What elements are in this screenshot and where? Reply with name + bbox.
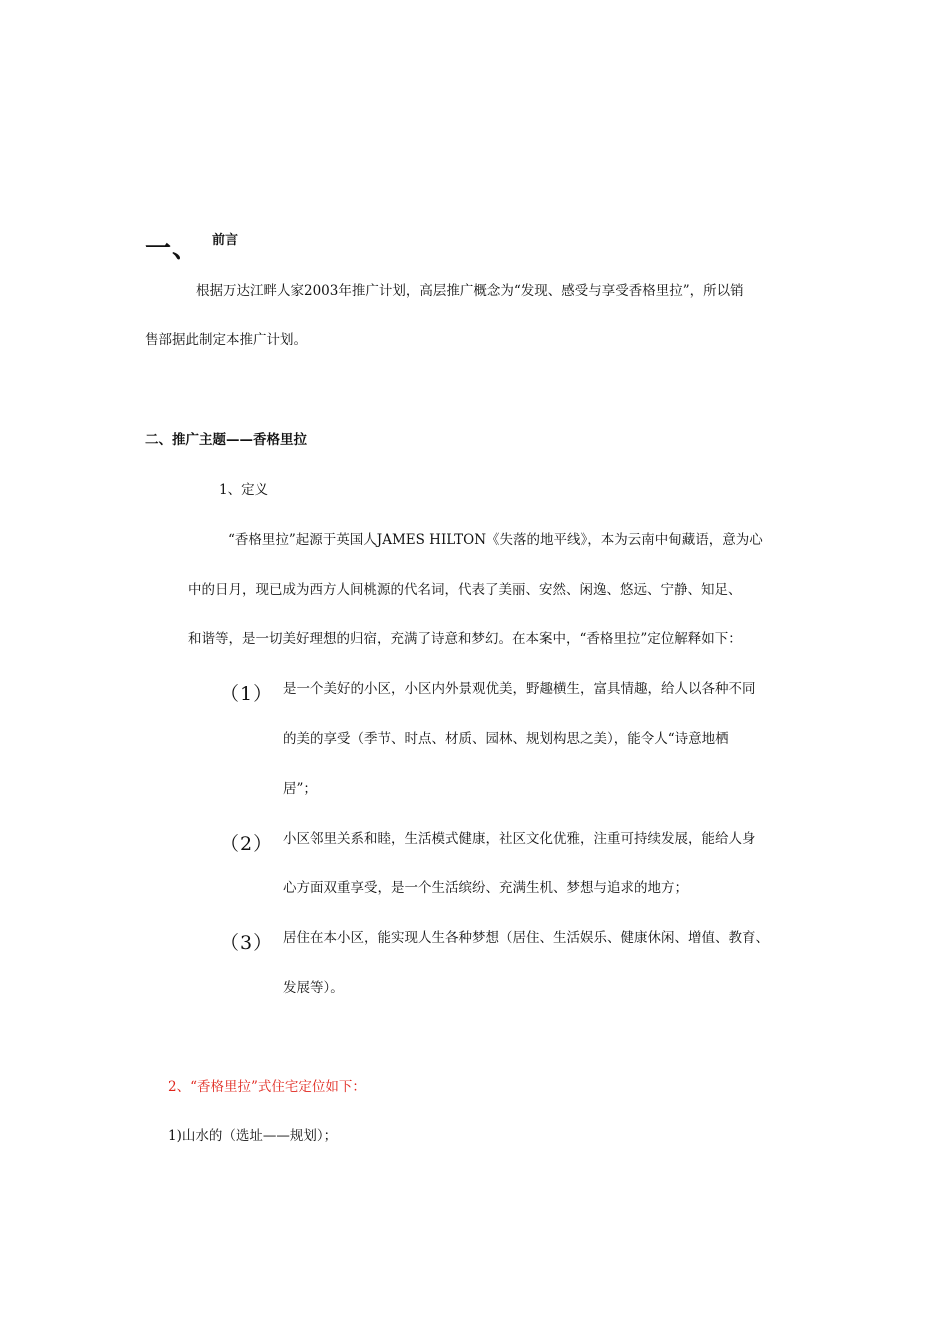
list-item-number: （3） [220, 932, 274, 954]
positioning-item: 1)山水的（选址——规划）； [168, 1128, 338, 1144]
list-item-line: 居”； [283, 781, 317, 797]
list-item-line: 发展等）。 [283, 980, 344, 996]
preface-paragraph-line: 售部据此制定本推广计划。 [145, 332, 307, 348]
list-item-line: 小区邻里关系和睦，生活模式健康，社区文化优雅，注重可持续发展，能给人身 [283, 831, 756, 847]
list-item-line: 的美的享受（季节、时点、材质、园林、规划构思之美），能令人“诗意地栖 [283, 731, 729, 747]
subsection-heading-definition: 1、定义 [219, 482, 269, 498]
list-item-line: 是一个美好的小区，小区内外景观优美，野趣横生，富具情趣，给人以各种不同 [283, 681, 756, 697]
definition-line: 和谐等，是一切美好理想的归宿，充满了诗意和梦幻。在本案中，“香格里拉”定位解释如下： [188, 631, 742, 647]
definition-line: “香格里拉”起源于英国人JAMES HILTON《失落的地平线》，本为云南中甸藏语，意为心 [228, 532, 763, 548]
subsection-heading-positioning: 2、“香格里拉”式住宅定位如下： [168, 1079, 366, 1095]
section-number: 一、 [145, 234, 200, 264]
preface-paragraph-line: 根据万达江畔人家2003年推广计划，高层推广概念为“发现、感受与享受香格里拉”，所以销 [196, 283, 744, 299]
list-item-line: 心方面双重享受，是一个生活缤纷、充满生机、梦想与追求的地方； [283, 880, 688, 896]
list-item-number: （2） [220, 833, 274, 855]
definition-line: 中的日月，现已成为西方人间桃源的代名词，代表了美丽、安然、闲逸、悠远、宁静、知足、 [188, 582, 742, 598]
list-item-line: 居住在本小区，能实现人生各种梦想（居住、生活娱乐、健康休闲、增值、教育、 [283, 930, 769, 946]
list-item-number: （1） [220, 683, 274, 705]
section-title-preface: 前言 [212, 233, 239, 248]
section-title-theme: 二、推广主题——香格里拉 [145, 432, 307, 448]
